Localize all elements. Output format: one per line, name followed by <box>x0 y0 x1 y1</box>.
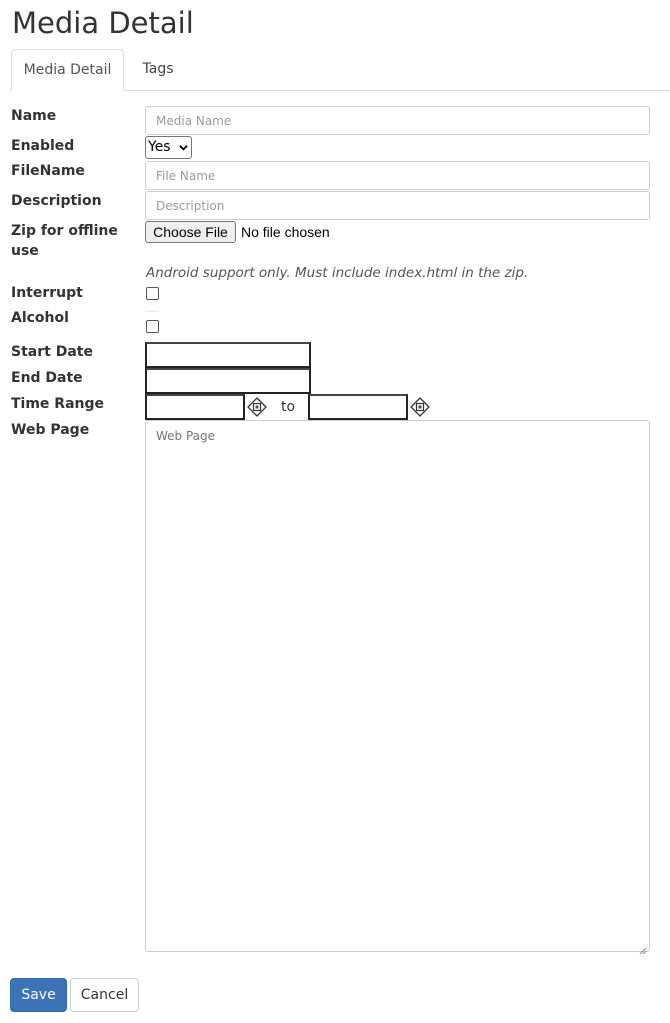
end-date-label: End Date <box>11 370 83 386</box>
tab-media-detail[interactable]: Media Detail <box>11 49 124 91</box>
enabled-select[interactable] <box>145 136 192 159</box>
web-page-label: Web Page <box>11 422 90 438</box>
filename-label: FileName <box>11 163 85 179</box>
time-to-input[interactable] <box>308 394 408 420</box>
choose-file-button[interactable]: Choose File <box>145 221 236 243</box>
start-date-label: Start Date <box>11 344 93 360</box>
time-spinner-icon[interactable] <box>410 397 430 417</box>
alcohol-label: Alcohol <box>11 310 69 326</box>
alcohol-divider <box>146 311 158 312</box>
enabled-label: Enabled <box>11 138 75 154</box>
save-button[interactable]: Save <box>10 978 67 1012</box>
time-spinner-icon[interactable] <box>247 397 267 417</box>
time-from-input[interactable] <box>145 394 245 420</box>
cancel-button[interactable]: Cancel <box>70 978 139 1012</box>
resize-handle-icon[interactable] <box>637 940 647 950</box>
zip-label-line1: Zip for offline <box>11 223 118 239</box>
enabled-selected-value: Yes <box>148 139 171 155</box>
zip-label-line2: use <box>11 243 39 259</box>
chevron-down-icon <box>179 138 188 159</box>
time-range-label: Time Range <box>11 396 105 412</box>
web-page-textarea[interactable] <box>145 420 650 952</box>
file-name-input[interactable] <box>145 161 650 190</box>
time-range-separator: to <box>281 399 296 415</box>
name-label: Name <box>11 108 57 124</box>
media-name-input[interactable] <box>145 106 650 135</box>
page-title: Media Detail <box>12 6 194 40</box>
alcohol-checkbox[interactable] <box>146 320 159 333</box>
file-status: No file chosen <box>241 224 330 240</box>
description-input[interactable] <box>145 191 650 220</box>
start-date-input[interactable] <box>145 342 311 368</box>
interrupt-checkbox[interactable] <box>146 287 159 300</box>
tab-tags[interactable]: Tags <box>142 61 174 77</box>
interrupt-label: Interrupt <box>11 285 83 301</box>
end-date-input[interactable] <box>145 368 311 394</box>
description-label: Description <box>11 193 102 209</box>
zip-hint: Android support only. Must include index.html in the zip. <box>146 265 529 281</box>
